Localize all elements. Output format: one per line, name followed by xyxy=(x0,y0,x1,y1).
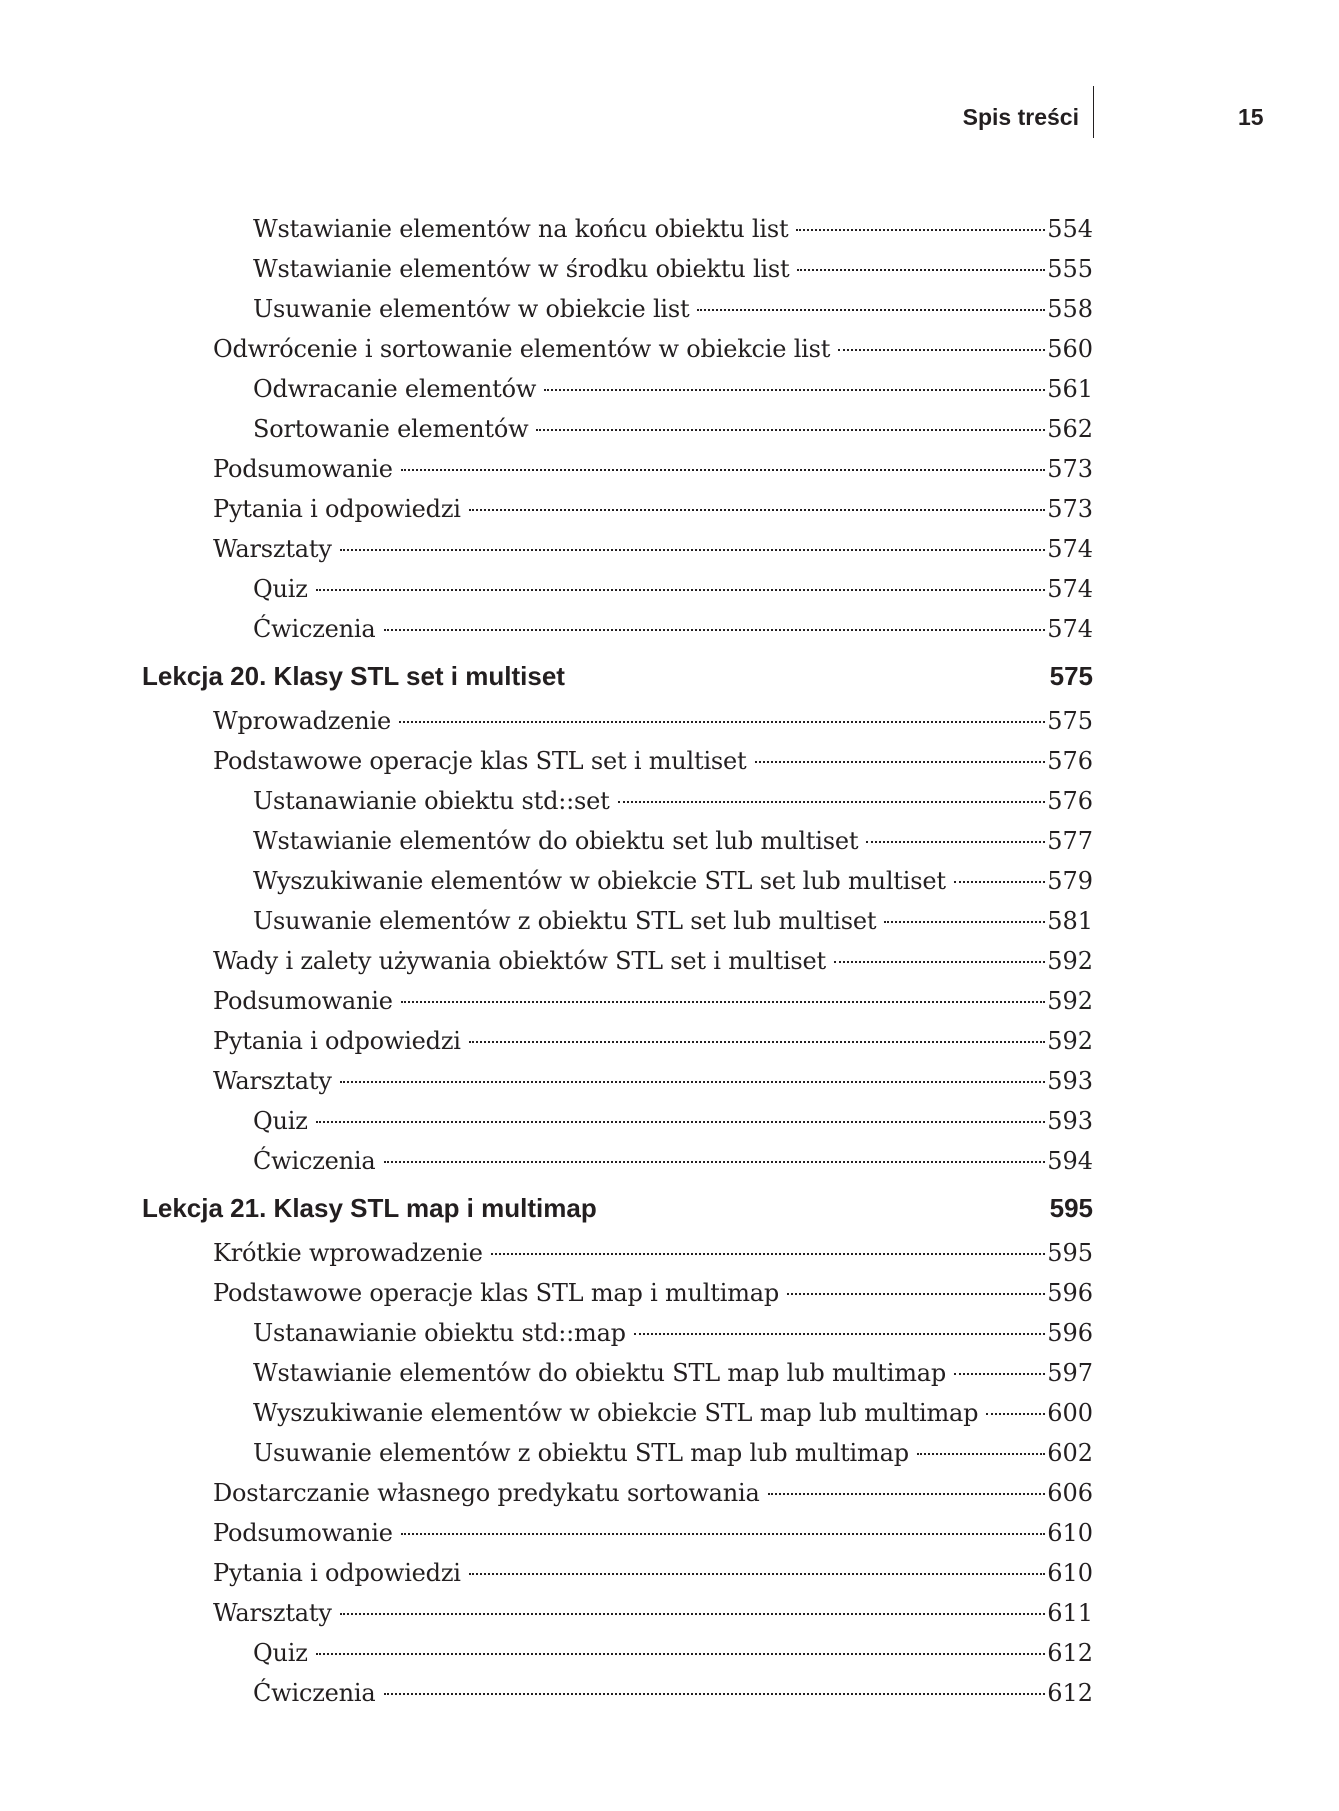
toc-entry[interactable] xyxy=(213,449,1093,489)
chapter-21-entries xyxy=(0,1233,1339,1713)
toc-entry-title: Wyszukiwanie elementów w obiekcie STL set lub multiset xyxy=(253,867,946,895)
toc-entry-title: Wyszukiwanie elementów w obiekcie STL map lub multimap xyxy=(253,1399,979,1427)
toc-entry-title: Warsztaty xyxy=(213,535,332,563)
toc-entry-page-number: 595 xyxy=(1047,1239,1093,1267)
toc-continued-section xyxy=(0,209,1339,649)
toc-entry-page-number: 576 xyxy=(1047,787,1093,815)
dot-leader xyxy=(838,330,1045,356)
toc-entry[interactable] xyxy=(213,1513,1093,1553)
dot-leader xyxy=(401,1514,1045,1540)
toc-entry[interactable] xyxy=(253,901,1093,941)
toc-entry-page-number: 555 xyxy=(1047,255,1093,283)
toc-entry-title: Podsumowanie xyxy=(213,987,393,1015)
toc-entry-title: Sortowanie elementów xyxy=(253,415,529,443)
toc-entry-title: Ustanawianie obiektu std::set xyxy=(253,787,610,815)
toc-entry-page-number: 574 xyxy=(1047,615,1093,643)
toc-entry[interactable] xyxy=(253,1101,1093,1141)
toc-entry-page-number: 610 xyxy=(1047,1519,1093,1547)
dot-leader xyxy=(755,742,1046,768)
chapter-heading-21 xyxy=(142,1183,1093,1233)
toc-entry[interactable] xyxy=(253,821,1093,861)
dot-leader xyxy=(536,410,1045,436)
dot-leader xyxy=(469,1554,1045,1580)
toc-entry[interactable] xyxy=(253,781,1093,821)
dot-leader xyxy=(401,982,1045,1008)
toc-entry-title: Wprowadzenie xyxy=(213,707,391,735)
toc-entry[interactable] xyxy=(213,1273,1093,1313)
toc-entry[interactable] xyxy=(253,1433,1093,1473)
toc-entry[interactable] xyxy=(253,1313,1093,1353)
toc-entry[interactable] xyxy=(253,609,1093,649)
toc-entry-page-number: 612 xyxy=(1047,1679,1093,1707)
toc-entry[interactable] xyxy=(213,1233,1093,1273)
toc-entry-page-number: 592 xyxy=(1047,1027,1093,1055)
dot-leader xyxy=(316,1102,1046,1128)
dot-leader xyxy=(316,570,1046,596)
chapter-title: Lekcja 20. Klasy STL set i multiset xyxy=(142,661,565,691)
toc-entry-title: Podstawowe operacje klas STL set i multiset xyxy=(213,747,747,775)
running-header xyxy=(0,100,1339,140)
toc-entry-page-number: 596 xyxy=(1047,1319,1093,1347)
dot-leader xyxy=(834,942,1045,968)
chapter-page-number: 595 xyxy=(1049,1193,1093,1223)
header-title: Spis treści xyxy=(962,104,1079,130)
toc-entry-page-number: 594 xyxy=(1047,1147,1093,1175)
toc-entry-title: Quiz xyxy=(253,575,308,603)
toc-entry-title: Usuwanie elementów w obiekcie list xyxy=(253,295,690,323)
toc-entry[interactable] xyxy=(213,1473,1093,1513)
toc-entry-page-number: 574 xyxy=(1047,575,1093,603)
toc-entry[interactable] xyxy=(253,1633,1093,1673)
toc-entry-page-number: 575 xyxy=(1047,707,1093,735)
toc-entry-title: Wstawianie elementów na końcu obiektu list xyxy=(253,215,789,243)
dot-leader xyxy=(954,862,1045,888)
dot-leader xyxy=(797,250,1045,276)
toc-entry-title: Krótkie wprowadzenie xyxy=(213,1239,483,1267)
toc-entry-title: Pytania i odpowiedzi xyxy=(213,495,461,523)
dot-leader xyxy=(340,1594,1046,1620)
toc-entry[interactable] xyxy=(253,861,1093,901)
chapter-title: Lekcja 21. Klasy STL map i multimap xyxy=(142,1193,597,1223)
dot-leader xyxy=(469,1022,1045,1048)
toc-entry-page-number: 610 xyxy=(1047,1559,1093,1587)
toc-entry-title: Podsumowanie xyxy=(213,455,393,483)
chapter-20-entries xyxy=(0,701,1339,1181)
toc-entry[interactable] xyxy=(213,329,1093,369)
toc-entry-title: Ćwiczenia xyxy=(253,1679,376,1707)
toc-entry[interactable] xyxy=(213,941,1093,981)
dot-leader xyxy=(340,1062,1046,1088)
dot-leader xyxy=(866,822,1045,848)
toc-entry-title: Ustanawianie obiektu std::map xyxy=(253,1319,626,1347)
toc-entry-title: Usuwanie elementów z obiektu STL set lub multiset xyxy=(253,907,877,935)
dot-leader xyxy=(469,490,1045,516)
dot-leader xyxy=(384,610,1046,636)
toc-entry[interactable] xyxy=(213,1593,1093,1633)
dot-leader xyxy=(618,782,1046,808)
dot-leader xyxy=(954,1354,1045,1380)
toc-entry-page-number: 562 xyxy=(1047,415,1093,443)
dot-leader xyxy=(768,1474,1046,1500)
toc-entry[interactable] xyxy=(253,1353,1093,1393)
toc-entry-title: Wstawianie elementów w środku obiektu list xyxy=(253,255,790,283)
toc-entry-title: Dostarczanie własnego predykatu sortowania xyxy=(213,1479,760,1507)
toc-entry-title: Usuwanie elementów z obiektu STL map lub multimap xyxy=(253,1439,909,1467)
toc-entry[interactable] xyxy=(253,209,1093,249)
dot-leader xyxy=(399,702,1045,728)
toc-entry-page-number: 593 xyxy=(1047,1107,1093,1135)
toc-entry-page-number: 577 xyxy=(1047,827,1093,855)
toc-entry[interactable] xyxy=(253,289,1093,329)
dot-leader xyxy=(384,1674,1046,1700)
toc-entry-page-number: 573 xyxy=(1047,495,1093,523)
dot-leader xyxy=(796,210,1045,236)
toc-entry-page-number: 558 xyxy=(1047,295,1093,323)
toc-entry-title: Wstawianie elementów do obiektu STL map lub multimap xyxy=(253,1359,947,1387)
toc-entry-title: Ćwiczenia xyxy=(253,1147,376,1175)
toc-entry[interactable] xyxy=(213,701,1093,741)
toc-entry-page-number: 593 xyxy=(1047,1067,1093,1095)
dot-leader xyxy=(697,290,1045,316)
toc-entry[interactable] xyxy=(253,409,1093,449)
toc-entry-page-number: 554 xyxy=(1047,215,1093,243)
toc-entry[interactable] xyxy=(253,1141,1093,1181)
dot-leader xyxy=(316,1634,1046,1660)
toc-entry-page-number: 581 xyxy=(1047,907,1093,935)
toc-entry-title: Quiz xyxy=(253,1107,308,1135)
toc-entry[interactable] xyxy=(213,529,1093,569)
toc-entry-title: Warsztaty xyxy=(213,1067,332,1095)
toc-entry-page-number: 561 xyxy=(1047,375,1093,403)
toc-entry-page-number: 600 xyxy=(1047,1399,1093,1427)
toc-entry[interactable] xyxy=(253,249,1093,289)
toc-entry[interactable] xyxy=(253,369,1093,409)
dot-leader xyxy=(340,530,1046,556)
toc-entry-page-number: 597 xyxy=(1047,1359,1093,1387)
toc-entry-title: Wstawianie elementów do obiektu set lub multiset xyxy=(253,827,859,855)
toc-entry-title: Odwracanie elementów xyxy=(253,375,537,403)
toc-entry[interactable] xyxy=(213,489,1093,529)
toc-entry[interactable] xyxy=(253,569,1093,609)
toc-entry-title: Podstawowe operacje klas STL map i multimap xyxy=(213,1279,780,1307)
dot-leader xyxy=(384,1142,1046,1168)
toc-entry-page-number: 602 xyxy=(1047,1439,1093,1467)
dot-leader xyxy=(787,1274,1045,1300)
toc-entry-page-number: 576 xyxy=(1047,747,1093,775)
toc-entry[interactable] xyxy=(213,1021,1093,1061)
dot-leader xyxy=(884,902,1045,928)
toc-entry[interactable] xyxy=(213,741,1093,781)
toc-entry-title: Wady i zalety używania obiektów STL set i multiset xyxy=(213,947,826,975)
toc-entry-page-number: 560 xyxy=(1047,335,1093,363)
toc-entry-title: Ćwiczenia xyxy=(253,615,376,643)
toc-entry-title: Warsztaty xyxy=(213,1599,332,1627)
table-of-contents xyxy=(0,209,1339,1713)
toc-entry-title: Pytania i odpowiedzi xyxy=(213,1559,461,1587)
toc-entry-page-number: 611 xyxy=(1047,1599,1093,1627)
chapter-heading-20 xyxy=(142,651,1093,701)
dot-leader xyxy=(634,1314,1045,1340)
dot-leader xyxy=(401,450,1045,476)
toc-entry-title: Quiz xyxy=(253,1639,308,1667)
dot-leader xyxy=(986,1394,1045,1420)
header-divider xyxy=(1093,86,1094,138)
toc-entry-page-number: 574 xyxy=(1047,535,1093,563)
header-page-number: 15 xyxy=(1238,104,1264,130)
toc-entry-page-number: 573 xyxy=(1047,455,1093,483)
chapter-page-number: 575 xyxy=(1049,661,1093,691)
toc-entry[interactable] xyxy=(253,1393,1093,1433)
toc-entry[interactable] xyxy=(213,1553,1093,1593)
toc-entry-page-number: 606 xyxy=(1047,1479,1093,1507)
toc-entry-page-number: 592 xyxy=(1047,947,1093,975)
toc-entry-page-number: 596 xyxy=(1047,1279,1093,1307)
toc-entry-title: Podsumowanie xyxy=(213,1519,393,1547)
toc-entry-title: Pytania i odpowiedzi xyxy=(213,1027,461,1055)
dot-leader xyxy=(544,370,1045,396)
toc-entry[interactable] xyxy=(253,1673,1093,1713)
toc-entry[interactable] xyxy=(213,981,1093,1021)
dot-leader xyxy=(491,1234,1045,1260)
toc-entry-page-number: 592 xyxy=(1047,987,1093,1015)
toc-entry[interactable] xyxy=(213,1061,1093,1101)
toc-entry-page-number: 579 xyxy=(1047,867,1093,895)
toc-entry-page-number: 612 xyxy=(1047,1639,1093,1667)
dot-leader xyxy=(917,1434,1045,1460)
toc-entry-title: Odwrócenie i sortowanie elementów w obiekcie list xyxy=(213,335,831,363)
